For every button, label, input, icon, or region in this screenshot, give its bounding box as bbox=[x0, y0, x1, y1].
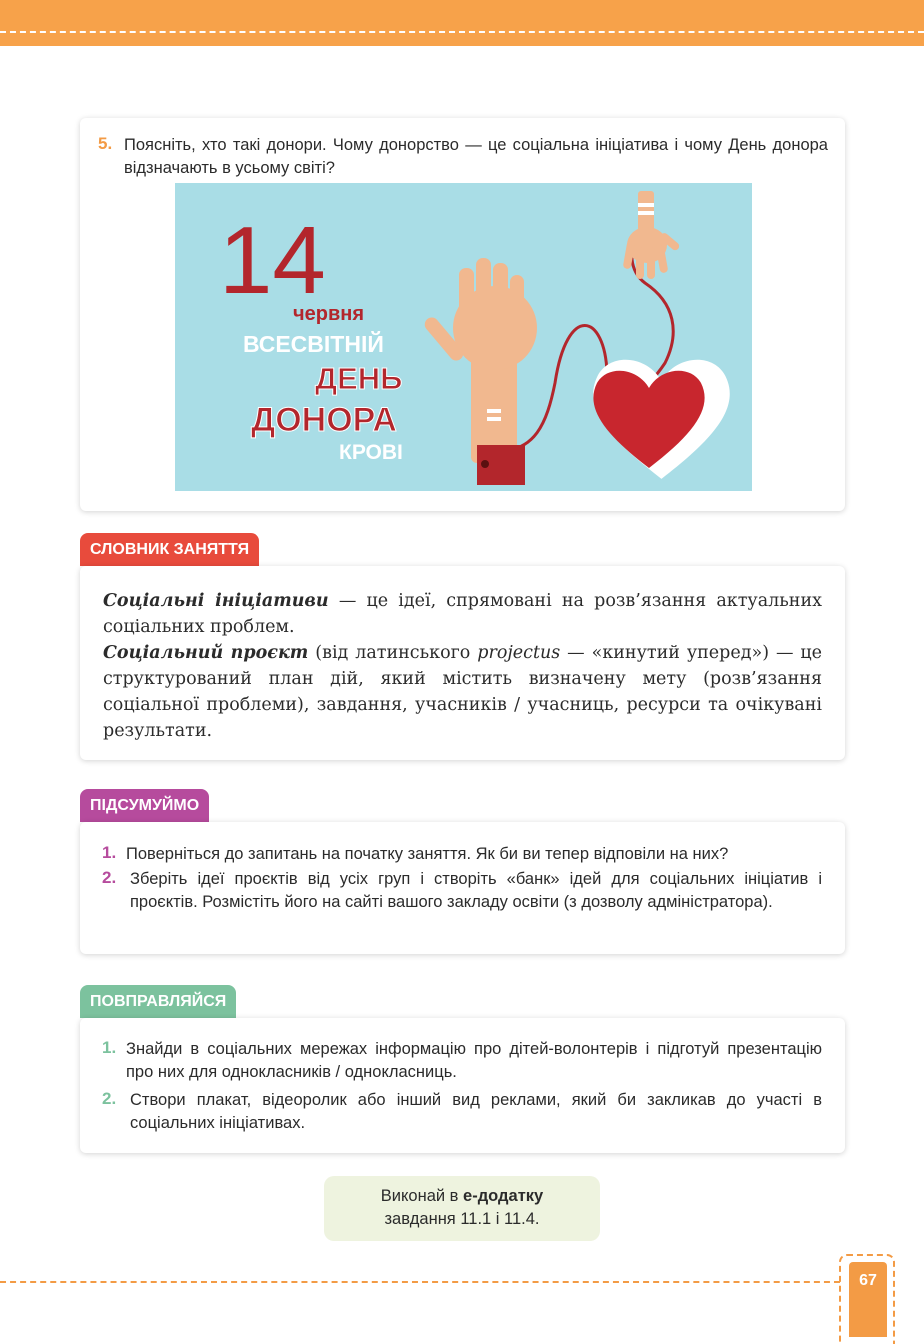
glossary-definition-2b: — «кинутий уперед») — це структурований план дій, який містить визначену мету (розв’язання соціальної проблеми), завдання, учасників / учасниць, ресурси та очікувані результати. bbox=[103, 643, 823, 741]
summary-item-number: 2. bbox=[102, 868, 117, 887]
poster-line3: ДОНОРА bbox=[251, 401, 397, 439]
note-prefix: Виконай в bbox=[380, 1187, 464, 1205]
e-supplement-note bbox=[324, 1176, 600, 1241]
practice-item-number: 1. bbox=[102, 1038, 117, 1057]
footer-dashed-line bbox=[0, 1281, 840, 1283]
glossary-term-2: Соціальний проєкт bbox=[103, 643, 309, 663]
glossary-definition-1-text: — це ідеї, спрямовані на розв’язання актуальних соціальних проблем. bbox=[103, 591, 822, 637]
note-link-e-supplement[interactable]: е-додатку bbox=[463, 1187, 544, 1205]
poster-line2: ДЕНЬ bbox=[315, 361, 403, 396]
task-text: Поясніть, хто такі донори. Чому донорство — це соціальна ініціатива і чому День донора відзначають в усьому світі? bbox=[124, 136, 828, 177]
practice-item-text: Знайди в соціальних мережах інформацію про дітей-волонтерів і підготуй презентацію про них для однокласників / однокласниць. bbox=[126, 1040, 822, 1081]
header-dashed-line bbox=[0, 31, 924, 33]
task-number: 5. bbox=[98, 134, 113, 153]
top-header-bar bbox=[0, 0, 924, 46]
note-tasks: завдання 11.1 і 11.4. bbox=[384, 1210, 540, 1228]
poster-month: червня bbox=[293, 303, 364, 325]
poster-line1: ВСЕСВІТНІЙ bbox=[243, 331, 384, 357]
summary-item-number: 1. bbox=[102, 843, 117, 862]
glossary-tag: СЛОВНИК ЗАНЯТТЯ bbox=[80, 533, 259, 566]
glossary-definition-2a: (від латинського bbox=[308, 643, 478, 663]
blood-donor-day-poster bbox=[175, 183, 752, 491]
practice-item-text: Створи плакат, відеоролик або інший вид реклами, який би закликав до участі в соціальних ініціативах. bbox=[130, 1091, 822, 1132]
summary-item-text: Поверніться до запитань на початку заняття. Як би ви тепер відповіли на них? bbox=[126, 845, 729, 863]
page-number: 67 bbox=[859, 1272, 877, 1289]
glossary-definition-2 bbox=[103, 640, 822, 744]
practice-tag: ПОВПРАВЛЯЙСЯ bbox=[80, 985, 236, 1018]
poster-day: 14 bbox=[219, 207, 326, 314]
summary-tag: ПІДСУМУЙМО bbox=[80, 789, 209, 822]
glossary-definition-1 bbox=[103, 588, 822, 640]
glossary-term-1: Соціальні ініціативи bbox=[103, 591, 329, 611]
practice-item-number: 2. bbox=[102, 1089, 117, 1108]
summary-item-text: Зберіть ідеї проєктів від усіх груп і створіть «банк» ідей для соціальних ініціатив і проєктів. Розмістіть його на сайті вашого закладу освіти (з дозволу адміністратора). bbox=[130, 870, 822, 911]
glossary-latin-word: projectus bbox=[477, 643, 561, 663]
poster-line4: КРОВІ bbox=[339, 441, 403, 464]
